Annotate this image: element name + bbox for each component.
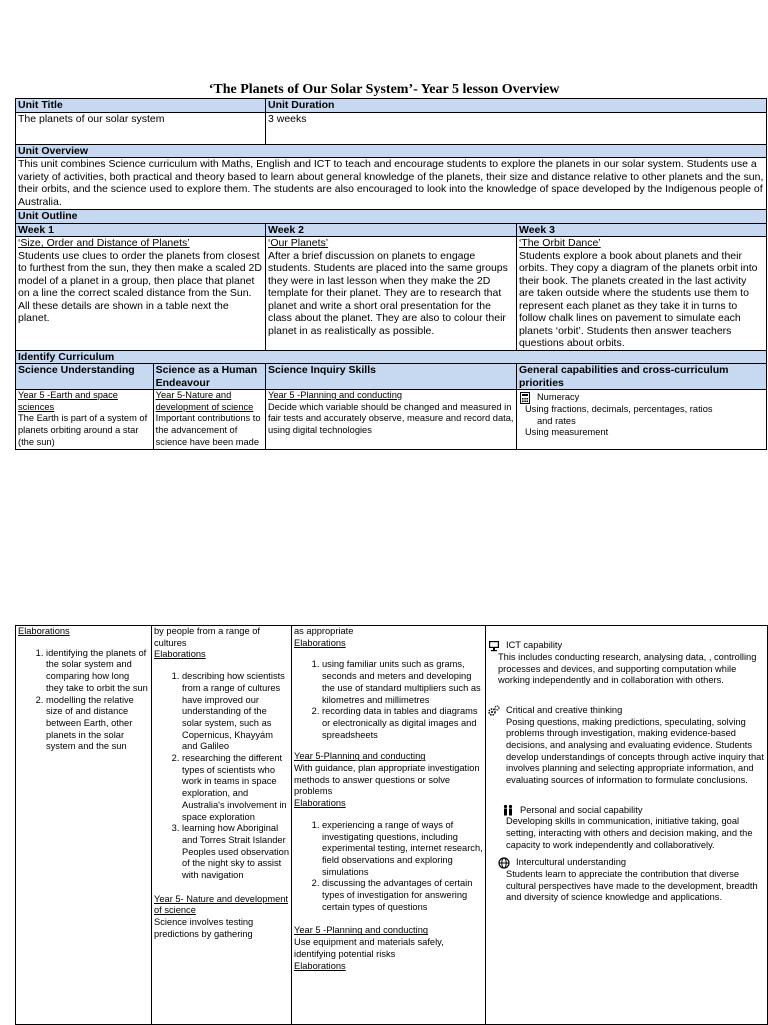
numeracy-title: Numeracy bbox=[536, 392, 580, 403]
curriculum-continued-table bbox=[15, 625, 768, 1025]
critical-thinking-text: Posing questions, making predictions, speculating, solving problems through investigation, making evidence-based decisions, and analysing and evaluating evidence. Students develop understandings of concepts through active inquiry that involves planning and selecting appropriate information, and evaluating sources of information to formulate conclusions. bbox=[506, 716, 764, 785]
elaborations-label: Elaborations bbox=[294, 960, 346, 971]
week-2-text: After a brief discussion on planets to engage students. Students are placed into the same groups they were in last lesson when they make the 2D template for their planet. They are to research that planet and write a short oral presentation for the class about the planet. They are also to colour their planet in as realistically as possible. bbox=[267, 249, 508, 337]
critical-thinking-title: Critical and creative thinking bbox=[506, 704, 623, 715]
week-3-heading: ‘The Orbit Dance’ bbox=[518, 237, 601, 249]
ict-title: ICT capability bbox=[506, 640, 563, 651]
unit-duration-value: 3 weeks bbox=[265, 112, 766, 144]
she-text: Important contributions to the advancement of science have been made bbox=[155, 413, 261, 447]
elaborations-label: Elaborations bbox=[18, 626, 70, 636]
she-heading: Year 5-Nature and development of science bbox=[155, 390, 254, 412]
she-continued-text: by people from a range of cultures bbox=[154, 626, 260, 648]
identify-curriculum-label: Identify Curriculum bbox=[16, 350, 767, 364]
su-cell bbox=[16, 390, 154, 450]
week-2-cell bbox=[265, 237, 516, 351]
unit-overview-text: This unit combines Science curriculum with Maths, English and ICT to teach and encourage students to explore the planets in our solar system. Students use a variety of activities, both practical and theory based to learn about general knowledge of the planets, their size and distance relative to other planets and the sun, their orbits, and the science used to explore them. The students are also encouraged to look into the knowledge of space developed by the Indigenous people of Australia. bbox=[16, 158, 767, 210]
numeracy-line-1: Using fractions, decimals, percentages, ratios bbox=[524, 404, 713, 414]
sis-text: Decide which variable should be changed and measured in fair tests and accurately observe, measure and record data, using digital technologies bbox=[267, 401, 514, 436]
sis-cell bbox=[265, 390, 516, 450]
list-item: 2. researching the different types of scientists who work in teams in space exploration, and Australia's involvement in space exploration bbox=[182, 753, 289, 823]
elaborations-she-cell bbox=[152, 626, 292, 1025]
col-general-capabilities: General capabilities and cross-curriculum priorities bbox=[516, 364, 766, 390]
planning-heading-2: Year 5 -Planning and conducting bbox=[294, 925, 429, 936]
intercultural-title: Intercultural understanding bbox=[516, 857, 627, 868]
elaborations-label: Elaborations bbox=[154, 649, 206, 660]
week-3-text: Students explore a book about planets and their orbits. They copy a diagram of the planets orbit into their book. The planets created in the last activity are taken outside where the students use them to represent each planet as they take it in turns to follow chalk lines on pavement to simulate each planets ‘orbit’. Students then answer teachers questions about orbits. bbox=[518, 249, 758, 349]
numeracy-cell bbox=[516, 390, 766, 450]
col-science-inquiry-skills: Science Inquiry Skills bbox=[265, 364, 516, 390]
unit-outline-label: Unit Outline bbox=[16, 210, 767, 224]
su-heading: Year 5 -Earth and space sciences bbox=[18, 390, 118, 412]
sis-continued-text: as appropriate bbox=[294, 626, 354, 636]
sis-heading: Year 5 -Planning and conducting bbox=[267, 390, 403, 400]
nature-heading: Year 5- Nature and development of science bbox=[154, 893, 289, 916]
list-item: 3. learning how Aboriginal and Torres Strait Islander Peoples used observation of the night sky to assist with navigation bbox=[182, 823, 289, 882]
numeracy-line-3: Using measurement bbox=[524, 427, 609, 438]
col-science-human-endeavour: Science as a Human Endeavour bbox=[153, 364, 265, 390]
list-item: 1. using familiar units such as grams, seconds and meters and developing the use of standard multipliers such as kilometres and millimetres bbox=[322, 659, 483, 706]
week-1-label: Week 1 bbox=[16, 223, 266, 237]
ict-text: This includes conducting research, analysing data, , controlling processes and devices, and supporting computation while working independently and in collaboration with others. bbox=[498, 652, 757, 686]
personal-social-title: Personal and social capability bbox=[520, 804, 643, 815]
list-item: 2. recording data in tables and diagrams or electronically as digital images and spreadsheets bbox=[322, 706, 483, 741]
list-item: 1. identifying the planets of the solar system and comparing how long they take to orbit the sun bbox=[46, 648, 149, 695]
elaborations-sis-cell bbox=[292, 626, 486, 1025]
elaborations-su-cell bbox=[16, 626, 152, 1025]
unit-duration-label: Unit Duration bbox=[265, 99, 766, 113]
planning-text: With guidance, plan appropriate investigation methods to answer questions or solve problems bbox=[294, 763, 480, 797]
week-3-cell bbox=[516, 237, 766, 351]
week-3-label: Week 3 bbox=[516, 223, 766, 237]
planning-text-2: Use equipment and materials safely, identifying potential risks bbox=[294, 937, 444, 959]
lesson-overview-table bbox=[15, 98, 767, 450]
nature-text: Science involves testing predictions by gathering bbox=[154, 917, 254, 939]
unit-title-value: The planets of our solar system bbox=[16, 112, 266, 144]
intercultural-text: Students learn to appreciate the contribution that diverse cultural perspectives have made to the development, breadth and diversity of science knowledge and applications. bbox=[506, 869, 758, 903]
week-1-heading: ‘Size, Order and Distance of Planets’ bbox=[18, 237, 190, 249]
personal-social-text: Developing skills in communication, initiative taking, goal setting, interacting with others and decision making, and the capacity to work independently and collaboratively. bbox=[506, 816, 753, 850]
week-1-cell bbox=[16, 237, 266, 351]
week-2-label: Week 2 bbox=[265, 223, 516, 237]
su-text: The Earth is part of a system of planets orbiting around a star (the sun) bbox=[18, 413, 148, 447]
unit-title-label: Unit Title bbox=[16, 99, 266, 113]
week-1-text: Students use clues to order the planets from closest to furthest from the sun, they then make a scaled 2D model of a planet in a group, then place that planet on a line the correct scaled distance from the Sun. All these details are shown in a table next the planet. bbox=[18, 249, 262, 324]
calculator-icon bbox=[519, 392, 531, 404]
globe-icon bbox=[498, 857, 510, 869]
list-item: 1. experiencing a range of ways of investigating questions, including experimental testing, internet research, field observations and exploring simulations bbox=[322, 820, 483, 879]
document-title: ‘The Planets of Our Solar System’- Year 5 lesson Overview bbox=[208, 82, 560, 97]
general-capabilities-cell bbox=[486, 626, 768, 1025]
planning-heading: Year 5-Planning and conducting bbox=[294, 751, 426, 762]
numeracy-line-2: and rates bbox=[536, 415, 576, 426]
list-item: 2. discussing the advantages of certain types of investigation for answering certain types of questions bbox=[322, 878, 483, 913]
col-science-understanding: Science Understanding bbox=[16, 364, 154, 390]
gears-icon bbox=[488, 705, 500, 717]
list-item: 2. modelling the relative size of and distance between Earth, other planets in the solar system and the sun bbox=[46, 695, 149, 754]
people-icon bbox=[502, 804, 514, 816]
elaborations-label: Elaborations bbox=[294, 637, 346, 648]
elaborations-label: Elaborations bbox=[294, 798, 346, 809]
unit-overview-label: Unit Overview bbox=[16, 144, 767, 158]
week-2-heading: ‘Our Planets’ bbox=[267, 237, 329, 249]
she-cell bbox=[153, 390, 265, 450]
list-item: 1. describing how scientists from a range of cultures have improved our understanding of the solar system, such as Copernicus, Khayyám and Galileo bbox=[182, 671, 289, 753]
computer-icon bbox=[488, 640, 500, 652]
